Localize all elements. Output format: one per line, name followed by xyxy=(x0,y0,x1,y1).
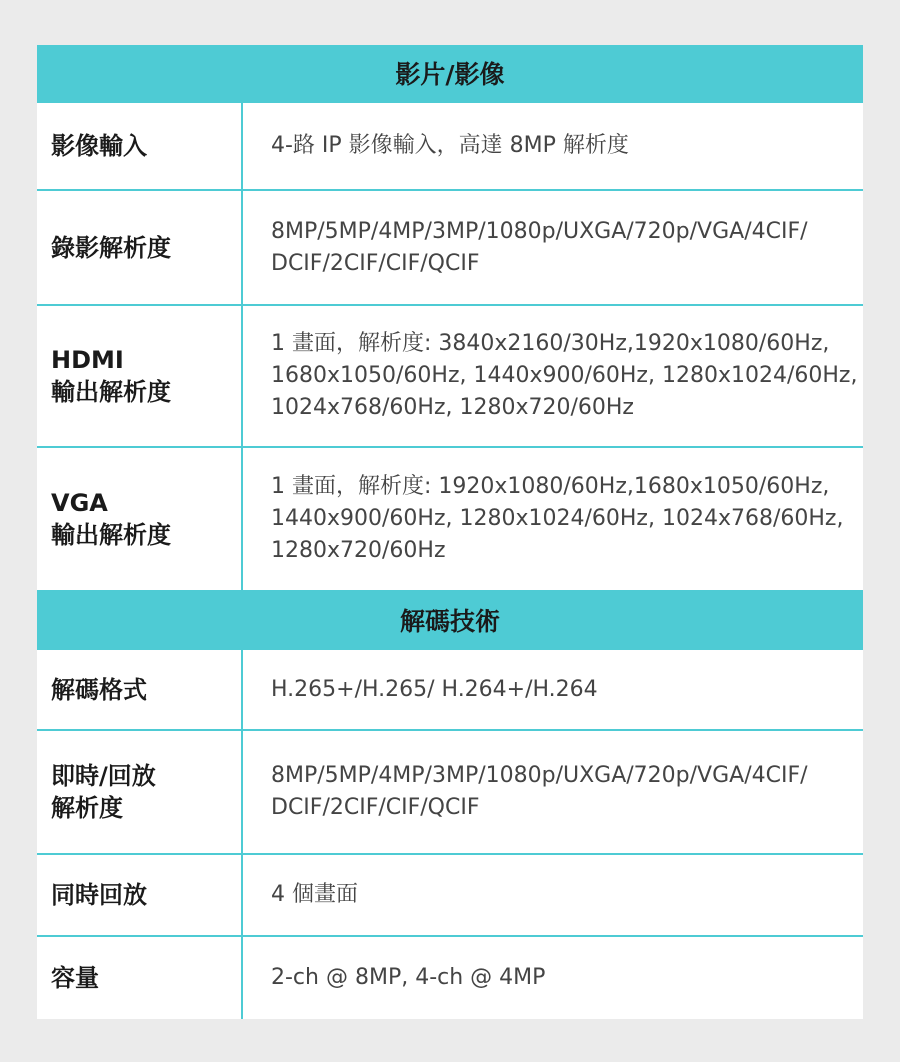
row-label xyxy=(37,937,243,1019)
row-label-line: 即時/回放 xyxy=(51,762,156,790)
row-value-line: 2-ch @ 8MP, 4-ch @ 4MP xyxy=(271,965,546,990)
row-label-line: 輸出解析度 xyxy=(51,521,171,549)
row-label xyxy=(37,731,243,853)
spec-row-video-input xyxy=(37,103,863,191)
row-value-line: 1 畫面，解析度: 1920x1080/60Hz,1680x1050/60Hz, xyxy=(271,474,830,499)
spec-row-vga-output xyxy=(37,448,863,592)
row-value-line: 1 畫面，解析度: 3840x2160/30Hz,1920x1080/60Hz, xyxy=(271,331,830,356)
spec-row-record-resolution xyxy=(37,191,863,306)
row-label-line: 解析度 xyxy=(51,794,123,822)
row-value xyxy=(243,306,873,446)
row-label-line: 同時回放 xyxy=(51,881,147,909)
row-value-line: 4 個畫面 xyxy=(271,882,358,907)
row-value xyxy=(243,448,863,590)
row-value-line: 1440x900/60Hz, 1280x1024/60Hz, 1024x768/60Hz, xyxy=(271,506,844,531)
row-label xyxy=(37,448,243,590)
row-value xyxy=(243,855,863,935)
section-header-decoding: 解碼技術 xyxy=(37,592,863,650)
row-value xyxy=(243,937,863,1019)
row-label xyxy=(37,650,243,729)
row-label xyxy=(37,306,243,446)
row-value xyxy=(243,191,863,304)
row-label-line: 影像輸入 xyxy=(51,132,147,160)
spec-row-decode-format xyxy=(37,650,863,731)
row-value-line: DCIF/2CIF/CIF/QCIF xyxy=(271,250,480,276)
spec-row-capacity xyxy=(37,937,863,1019)
spec-row-sync-playback xyxy=(37,855,863,937)
spec-row-hdmi-output xyxy=(37,306,863,448)
row-value-line: 1680x1050/60Hz, 1440x900/60Hz, 1280x1024/60Hz, xyxy=(271,363,858,388)
row-label-line: HDMI xyxy=(51,346,124,374)
row-value-line: 4-路 IP 影像輸入，高達 8MP 解析度 xyxy=(271,133,629,158)
row-label xyxy=(37,191,243,304)
row-label-line: 容量 xyxy=(51,964,99,992)
row-value-line: 8MP/5MP/4MP/3MP/1080p/UXGA/720p/VGA/4CIF/ xyxy=(271,763,808,788)
row-value xyxy=(243,650,863,729)
row-value xyxy=(243,103,863,189)
section-header-video: 影片/影像 xyxy=(37,45,863,103)
spec-row-playback-resolution xyxy=(37,731,863,855)
row-label-line: 錄影解析度 xyxy=(51,233,171,262)
row-value-line: DCIF/2CIF/CIF/QCIF xyxy=(271,795,480,820)
row-label-line: 輸出解析度 xyxy=(51,378,171,406)
row-label xyxy=(37,103,243,189)
row-label xyxy=(37,855,243,935)
spec-table xyxy=(37,45,863,1019)
row-label-line: VGA xyxy=(51,489,108,517)
row-value-line: 1280x720/60Hz xyxy=(271,538,446,563)
row-value-line: 1024x768/60Hz, 1280x720/60Hz xyxy=(271,395,634,420)
row-label-line: 解碼格式 xyxy=(51,675,147,704)
row-value xyxy=(243,731,863,853)
row-value-line: 8MP/5MP/4MP/3MP/1080p/UXGA/720p/VGA/4CIF/ xyxy=(271,218,808,244)
row-value-line: H.265+/H.265/ H.264+/H.264 xyxy=(271,676,598,702)
